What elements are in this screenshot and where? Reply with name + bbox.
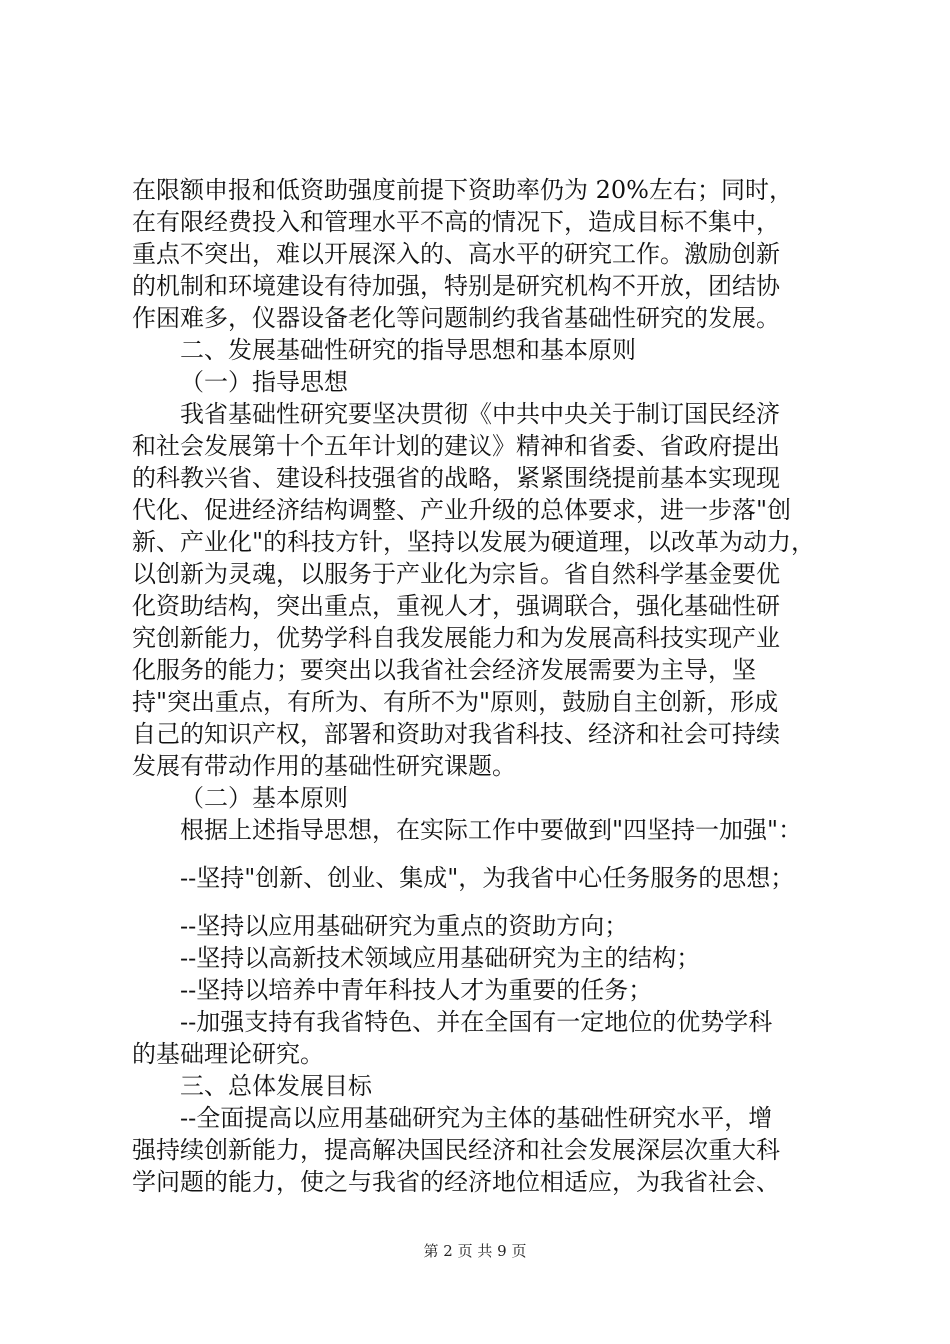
list-item: --加强支持有我省特色、并在全国有一定地位的优势学科 <box>180 1008 773 1036</box>
text-line: 的科教兴省、建设科技强省的战略，紧紧围绕提前基本实现现 <box>132 464 780 492</box>
text-line: 和社会发展第十个五年计划的建议》精神和省委、省政府提出 <box>132 432 780 460</box>
list-item: --全面提高以应用基础研究为主体的基础性研究水平，增 <box>180 1104 773 1132</box>
text-line: 自己的知识产权，部署和资助对我省科技、经济和社会可持续 <box>132 720 780 748</box>
list-item: --坚持以高新技术领域应用基础研究为主的结构； <box>180 944 701 972</box>
list-item: --坚持以应用基础研究为重点的资助方向； <box>180 912 629 940</box>
text-line: 的机制和环境建设有待加强，特别是研究机构不开放，团结协 <box>132 272 780 300</box>
text-line: 在限额申报和低资助强度前提下资助率仍为 20%左右；同时， <box>132 176 793 204</box>
text-line: 化资助结构，突出重点，重视人才，强调联合，强化基础性研 <box>132 592 780 620</box>
list-item: --坚持"创新、创业、集成"，为我省中心任务服务的思想； <box>180 864 795 892</box>
page-footer: 第 2 页 共 9 页 <box>423 1242 527 1260</box>
list-item: --坚持以培养中青年科技人才为重要的任务； <box>180 976 653 1004</box>
text-line: 究创新能力，优势学科自我发展能力和为发展高科技实现产业 <box>132 624 780 652</box>
section-heading: 三、总体发展目标 <box>180 1072 372 1100</box>
text-line: 重点不突出，难以开展深入的、高水平的研究工作。激励创新 <box>132 240 780 268</box>
text-line: 化服务的能力；要突出以我省社会经济发展需要为主导，坚 <box>132 656 756 684</box>
text-line: 我省基础性研究要坚决贯彻《中共中央关于制订国民经济 <box>180 400 780 428</box>
text-line: 学问题的能力，使之与我省的经济地位相适应，为我省社会、 <box>132 1168 780 1196</box>
text-line: 的基础理论研究。 <box>132 1040 324 1068</box>
text-line: 持"突出重点，有所为、有所不为"原则，鼓励自主创新，形成 <box>132 688 779 716</box>
text-line: 新、产业化"的科技方针，坚持以发展为硬道理，以改革为动力， <box>132 528 816 556</box>
text-line: 发展有带动作用的基础性研究课题。 <box>132 752 516 780</box>
subsection-heading: （二）基本原则 <box>180 784 348 812</box>
text-line: 在有限经费投入和管理水平不高的情况下，造成目标不集中， <box>132 208 780 236</box>
subsection-heading: （一）指导思想 <box>180 368 348 396</box>
section-heading: 二、发展基础性研究的指导思想和基本原则 <box>180 336 636 364</box>
text-line: 以创新为灵魂，以服务于产业化为宗旨。省自然科学基金要优 <box>132 560 780 588</box>
text-line: 根据上述指导思想，在实际工作中要做到"四坚持一加强"： <box>180 816 803 844</box>
text-line: 强持续创新能力，提高解决国民经济和社会发展深层次重大科 <box>132 1136 780 1164</box>
text-line: 代化、促进经济结构调整、产业升级的总体要求，进一步落"创 <box>132 496 792 524</box>
text-line: 作困难多，仪器设备老化等问题制约我省基础性研究的发展。 <box>132 304 780 332</box>
